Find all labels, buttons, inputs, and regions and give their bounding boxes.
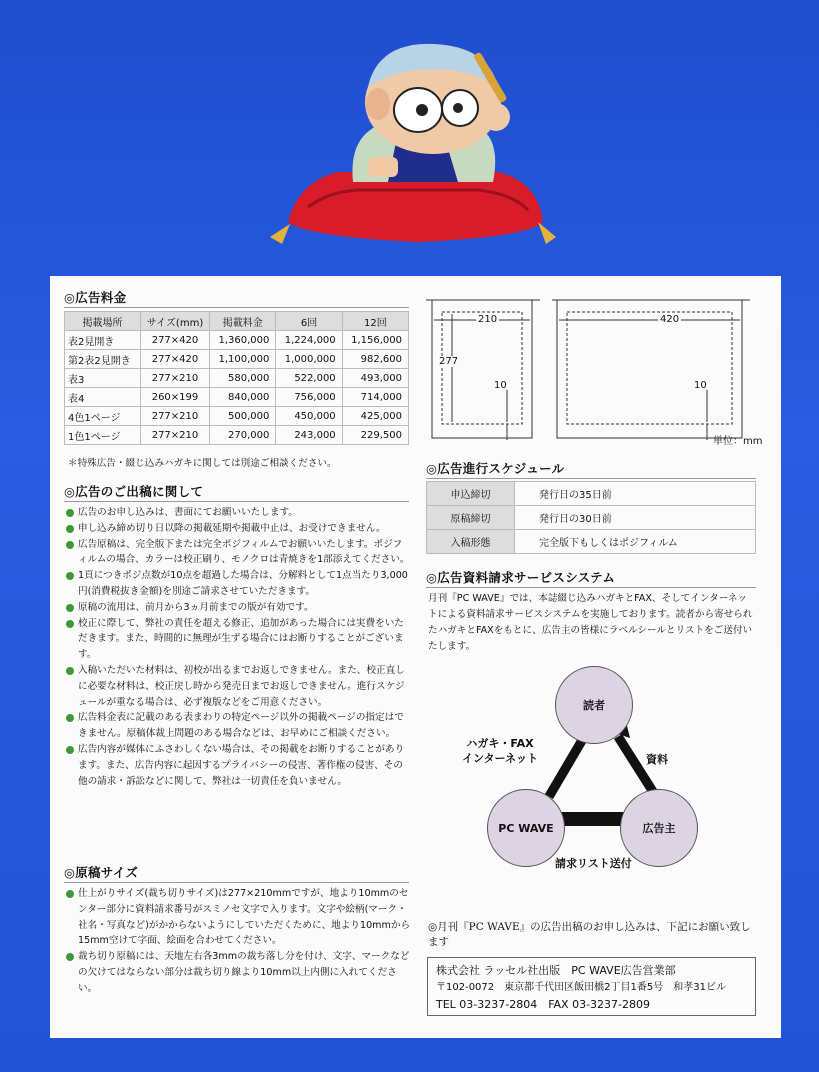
price-cell: 1,360,000	[210, 331, 276, 350]
list-item-text: 原稿の流用は、前月から3ヵ月前までの版が有効です。	[78, 601, 314, 613]
price-cell: 580,000	[210, 369, 276, 388]
schedule-value: 発行日の30日前	[515, 506, 756, 530]
price-column-header: 6回	[276, 312, 342, 331]
price-table	[64, 311, 409, 445]
price-cell: 表3	[65, 369, 141, 388]
table-row	[427, 506, 756, 530]
bullet-icon	[66, 604, 74, 612]
manuscript-heading: ◎原稿サイズ	[64, 865, 139, 880]
price-column-header: 掲載料金	[210, 312, 276, 331]
price-cell: 1色1ページ	[65, 426, 141, 445]
price-cell: 450,000	[276, 407, 342, 426]
price-cell: 1,100,000	[210, 350, 276, 369]
contact-address: 〒102-0072 東京都千代田区飯田橋2丁目1番5号 和孝31ビル	[436, 982, 726, 993]
price-cell: 840,000	[210, 388, 276, 407]
list-item-text: 広告のお申し込みは、書面にてお願いいたします。	[78, 507, 298, 518]
price-cell: 500,000	[210, 407, 276, 426]
price-column-header: 掲載場所	[65, 312, 141, 331]
contact-box	[427, 957, 756, 1016]
list-item-text: 1頁につきポジ点数が10点を超過した場合は、分解料として1点当たり3,000円(消費税抜き金額)を別途ご請求させていただきます。	[78, 570, 408, 597]
divider	[64, 501, 409, 502]
price-cell: 277×210	[140, 369, 209, 388]
schedule-table	[426, 481, 756, 554]
price-cell: 260×199	[140, 388, 209, 407]
list-item	[66, 663, 411, 710]
service-heading: ◎広告資料請求サービスシステム	[426, 570, 616, 585]
bullet-icon	[66, 714, 74, 722]
bullet-icon	[66, 620, 74, 628]
price-cell: 277×420	[140, 331, 209, 350]
table-row	[427, 482, 756, 506]
bullet-icon	[66, 746, 74, 754]
list-item-text: 入稿いただいた材料は、初校が出るまでお返しできません。また、校正直しに必要な材料は、校正戻し時から発売日までお返しできません。進行スケジュールが重なる場合は、必ず複版などをご用意ください。	[78, 664, 405, 708]
price-cell: 277×210	[140, 407, 209, 426]
price-cell: 714,000	[342, 388, 408, 407]
table-row	[427, 530, 756, 554]
manuscript-list	[66, 886, 411, 997]
price-cell: 277×210	[140, 426, 209, 445]
ad-info-panel	[50, 276, 781, 1038]
price-heading: ◎広告料金	[64, 290, 127, 305]
height-label: 277	[439, 356, 459, 367]
bullet-icon	[66, 541, 74, 549]
submission-heading: ◎広告のご出稿に関して	[64, 484, 204, 499]
divider	[64, 882, 409, 883]
contact-company: 株式会社 ラッセル社出版 PC WAVE広告営業部	[436, 964, 676, 977]
unit-label: 単位：mm	[713, 436, 763, 447]
schedule-value: 発行日の35日前	[515, 482, 756, 506]
list-item	[66, 505, 411, 521]
bullet-icon	[66, 509, 74, 517]
price-cell: 表4	[65, 388, 141, 407]
list-item	[66, 742, 411, 789]
list-item-text: 校正に際して、弊社の責任を超える修正、追加があった場合には実費をいただきます。また、時間的に無理が生ずる場合にはお断りすることがございます。	[78, 617, 404, 661]
spread-width-label: 420	[660, 314, 680, 325]
service-body: 月刊『PC WAVE』では、本誌綴じ込みハガキとFAX、そしてインターネットによる資料請求サービスシステムを実施しております。読者から寄せられたハガキとFAXをもとに、広告主の皆様にラベルシールとリストをご送付いたします。	[428, 593, 753, 652]
table-row	[65, 388, 409, 407]
price-cell: 1,000,000	[276, 350, 342, 369]
list-item-text: 申し込み締め切り日以降の掲載延期や掲載中止は、お受けできません。	[78, 522, 386, 534]
list-item	[66, 616, 411, 663]
flow-node-pcwave: PC WAVE	[487, 789, 565, 867]
schedule-key: 申込締切	[427, 482, 515, 506]
list-item	[66, 521, 411, 537]
bullet-icon	[66, 572, 74, 580]
price-cell: 1,156,000	[342, 331, 408, 350]
price-cell: 1,224,000	[276, 331, 342, 350]
bullet-icon	[66, 953, 74, 961]
bullet-icon	[66, 890, 74, 898]
table-row	[65, 331, 409, 350]
flow-node-advertiser: 広告主	[620, 789, 698, 867]
list-item-text: 広告原稿は、完全版下または完全ポジフィルムでお願いいたします。ポジフィルムの場合、カラーは校正刷り、モノクロは青焼きを1部添えてください。	[78, 538, 410, 566]
list-item	[66, 886, 411, 949]
flow-node-reader: 読者	[555, 666, 633, 744]
schedule-key: 原稿締切	[427, 506, 515, 530]
price-cell: 表2見開き	[65, 331, 141, 350]
list-item	[66, 949, 411, 996]
schedule-key: 入稿形態	[427, 530, 515, 554]
table-row	[65, 369, 409, 388]
price-note: ＊特殊広告・綴じ込みハガキに関しては別途ご相談ください。	[68, 458, 337, 469]
margin-label-single: 10	[494, 380, 507, 391]
price-cell: 243,000	[276, 426, 342, 445]
table-row	[65, 407, 409, 426]
bullet-icon	[66, 525, 74, 533]
schedule-value: 完全版下もしくはポジフィルム	[515, 530, 756, 554]
price-cell: 第2表2見開き	[65, 350, 141, 369]
price-cell: 425,000	[342, 407, 408, 426]
submission-list	[66, 505, 411, 789]
margin-label-spread: 10	[694, 380, 707, 391]
price-cell: 756,000	[276, 388, 342, 407]
list-item	[66, 568, 411, 600]
list-item	[66, 710, 411, 742]
flow-label-request-list: 請求リスト送付	[555, 857, 632, 870]
price-cell: 270,000	[210, 426, 276, 445]
list-item-text: 広告内容が媒体にふさわしくない場合は、その掲載をお断りすることがあります。また、広告内容に起因するプライバシーの侵害、著作権の侵害、その他の請求・訴訟などに関して、弊社は一切責任を負いません。	[78, 743, 405, 787]
price-cell: 4色1ページ	[65, 407, 141, 426]
bullet-icon	[66, 667, 74, 675]
contact-phone: TEL 03-3237-2804 FAX 03-3237-2809	[436, 998, 651, 1011]
price-column-header: 12回	[342, 312, 408, 331]
price-cell: 277×420	[140, 350, 209, 369]
mascot-illustration	[268, 32, 558, 247]
price-header-row	[65, 312, 409, 331]
flow-label-postcard-fax: ハガキ・FAX インターネット	[461, 737, 538, 765]
closing-note: ◎月刊『PC WAVE』の広告出稿のお申し込みは、下記にお願い致します	[428, 921, 751, 948]
single-width-label: 210	[478, 314, 498, 325]
price-cell: 522,000	[276, 369, 342, 388]
divider	[426, 478, 756, 479]
divider	[64, 307, 409, 308]
price-cell: 229,500	[342, 426, 408, 445]
list-item	[66, 537, 411, 569]
price-column-header: サイズ(mm)	[140, 312, 209, 331]
list-item	[66, 600, 411, 616]
table-row	[65, 426, 409, 445]
list-item-text: 仕上がりサイズ(裁ち切りサイズ)は277×210mmですが、地より10mmのセンター部分に資料請求番号がスミノセ文字で入ります。文字や絵柄(マーク・社名・写真など)がかからないようにしていただくために、地より10mmから15mm空けて字面、絵面を合わせてください。	[78, 888, 411, 947]
list-item-text: 裁ち切り原稿には、天地左右各3mmの裁ち落し分を付け、文字、マークなどの欠けてはならない部分は裁ち切り線より10mm以上内側に入れてください。	[78, 951, 410, 994]
list-item-text: 広告料金表に記載のある表まわりの特定ページ以外の掲載ページの指定はできません。原稿体裁上問題のある場合などは、お早めにご相談ください。	[78, 712, 404, 740]
price-cell: 493,000	[342, 369, 408, 388]
table-row	[65, 350, 409, 369]
flow-label-materials: 資料	[646, 753, 668, 766]
divider	[426, 587, 756, 588]
price-cell: 982,600	[342, 350, 408, 369]
schedule-heading: ◎広告進行スケジュール	[426, 461, 565, 476]
